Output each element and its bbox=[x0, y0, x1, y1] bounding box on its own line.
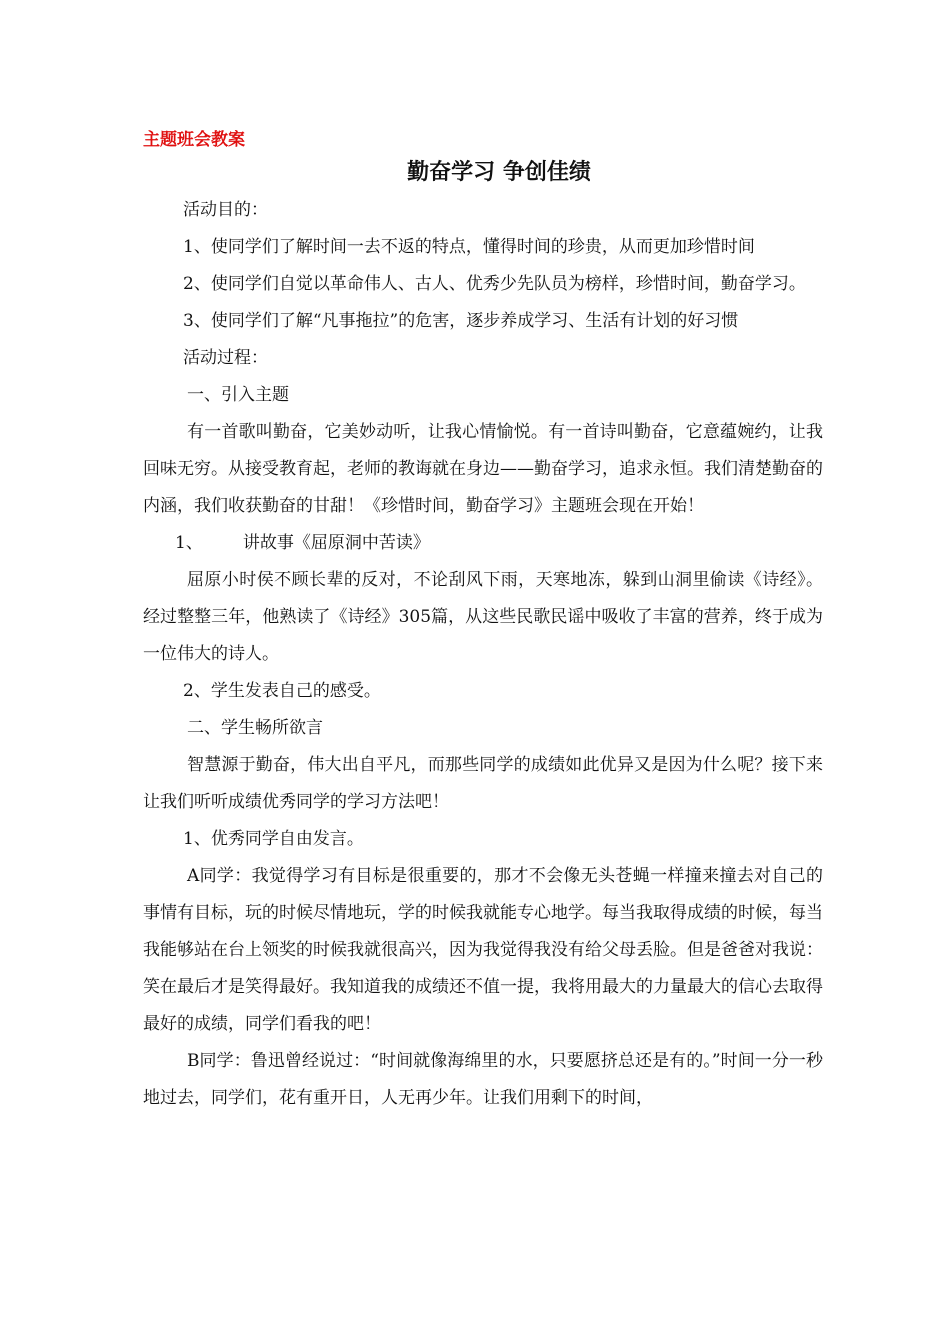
document-body bbox=[143, 192, 823, 1117]
paragraph-purpose-3: 3、使同学们了解“凡事拖拉”的危害，逐步养成学习、生活有计划的好习惯 bbox=[183, 311, 739, 331]
document-title: 勤奋学习 争创佳绩 bbox=[407, 160, 591, 185]
paragraph-student-a: A同学：我觉得学习有目标是很重要的，那才不会像无头苍蝇一样撞来撞去对自己的事情有目标，玩的时候尽情地玩，学的时候我就能专心地学。每当我取得成绩的时候，每当我能够站在台上领奖的时候我就很高兴，因为我觉得我没有给父母丢脸。但是爸爸对我说：笑在最后才是笑得最好。我知道我的成绩还不值一提，我将用最大的力量最大的信心去取得最好的成绩，同学们看我的吧！ bbox=[143, 866, 823, 1034]
paragraph-process-heading: 活动过程： bbox=[183, 348, 268, 368]
paragraph-purpose-2: 2、使同学们自觉以革命伟人、古人、优秀少先队员为榜样，珍惜时间，勤奋学习。 bbox=[183, 274, 806, 294]
story-number: 1、 bbox=[175, 533, 203, 553]
section-heading-2: 二、学生畅所欲言 bbox=[187, 718, 323, 738]
paragraph-purpose-1: 1、使同学们了解时间一去不返的特点，懂得时间的珍贵，从而更加珍惜时间 bbox=[183, 237, 755, 257]
paragraph-story: 屈原小时侯不顾长辈的反对，不论刮风下雨，天寒地冻，躲到山洞里偷读《诗经》。经过整整三年，他熟读了《诗经》305篇，从这些民歌民谣中吸收了丰富的营养，终于成为一位伟大的诗人。 bbox=[143, 570, 823, 664]
paragraph-purpose-heading: 活动目的： bbox=[183, 200, 268, 220]
section-heading-1: 一、引入主题 bbox=[187, 385, 289, 405]
paragraph-student-b: B同学：鲁迅曾经说过：“时间就像海绵里的水，只要愿挤总还是有的。”时间一分一秒地过去，同学们，花有重开日，人无再少年。让我们用剩下的时间， bbox=[143, 1051, 823, 1108]
paragraph-wisdom: 智慧源于勤奋，伟大出自平凡，而那些同学的成绩如此优异又是因为什么呢？接下来让我们听听成绩优秀同学的学习方法吧！ bbox=[143, 755, 823, 812]
paragraph-free-speech: 1、优秀同学自由发言。 bbox=[183, 829, 364, 849]
story-heading bbox=[143, 525, 823, 562]
paragraph-feelings: 2、学生发表自己的感受。 bbox=[183, 681, 381, 701]
story-title: 讲故事《屈原洞中苦读》 bbox=[242, 533, 430, 553]
paragraph-intro: 有一首歌叫勤奋，它美妙动听，让我心情愉悦。有一首诗叫勤奋，它意蕴婉约，让我回味无穷。从接受教育起，老师的教诲就在身边——勤奋学习，追求永恒。我们清楚勤奋的内涵，我们收获勤奋的甘甜！《珍惜时间，勤奋学习》主题班会现在开始！ bbox=[143, 422, 823, 516]
document-label: 主题班会教案 bbox=[143, 130, 245, 150]
